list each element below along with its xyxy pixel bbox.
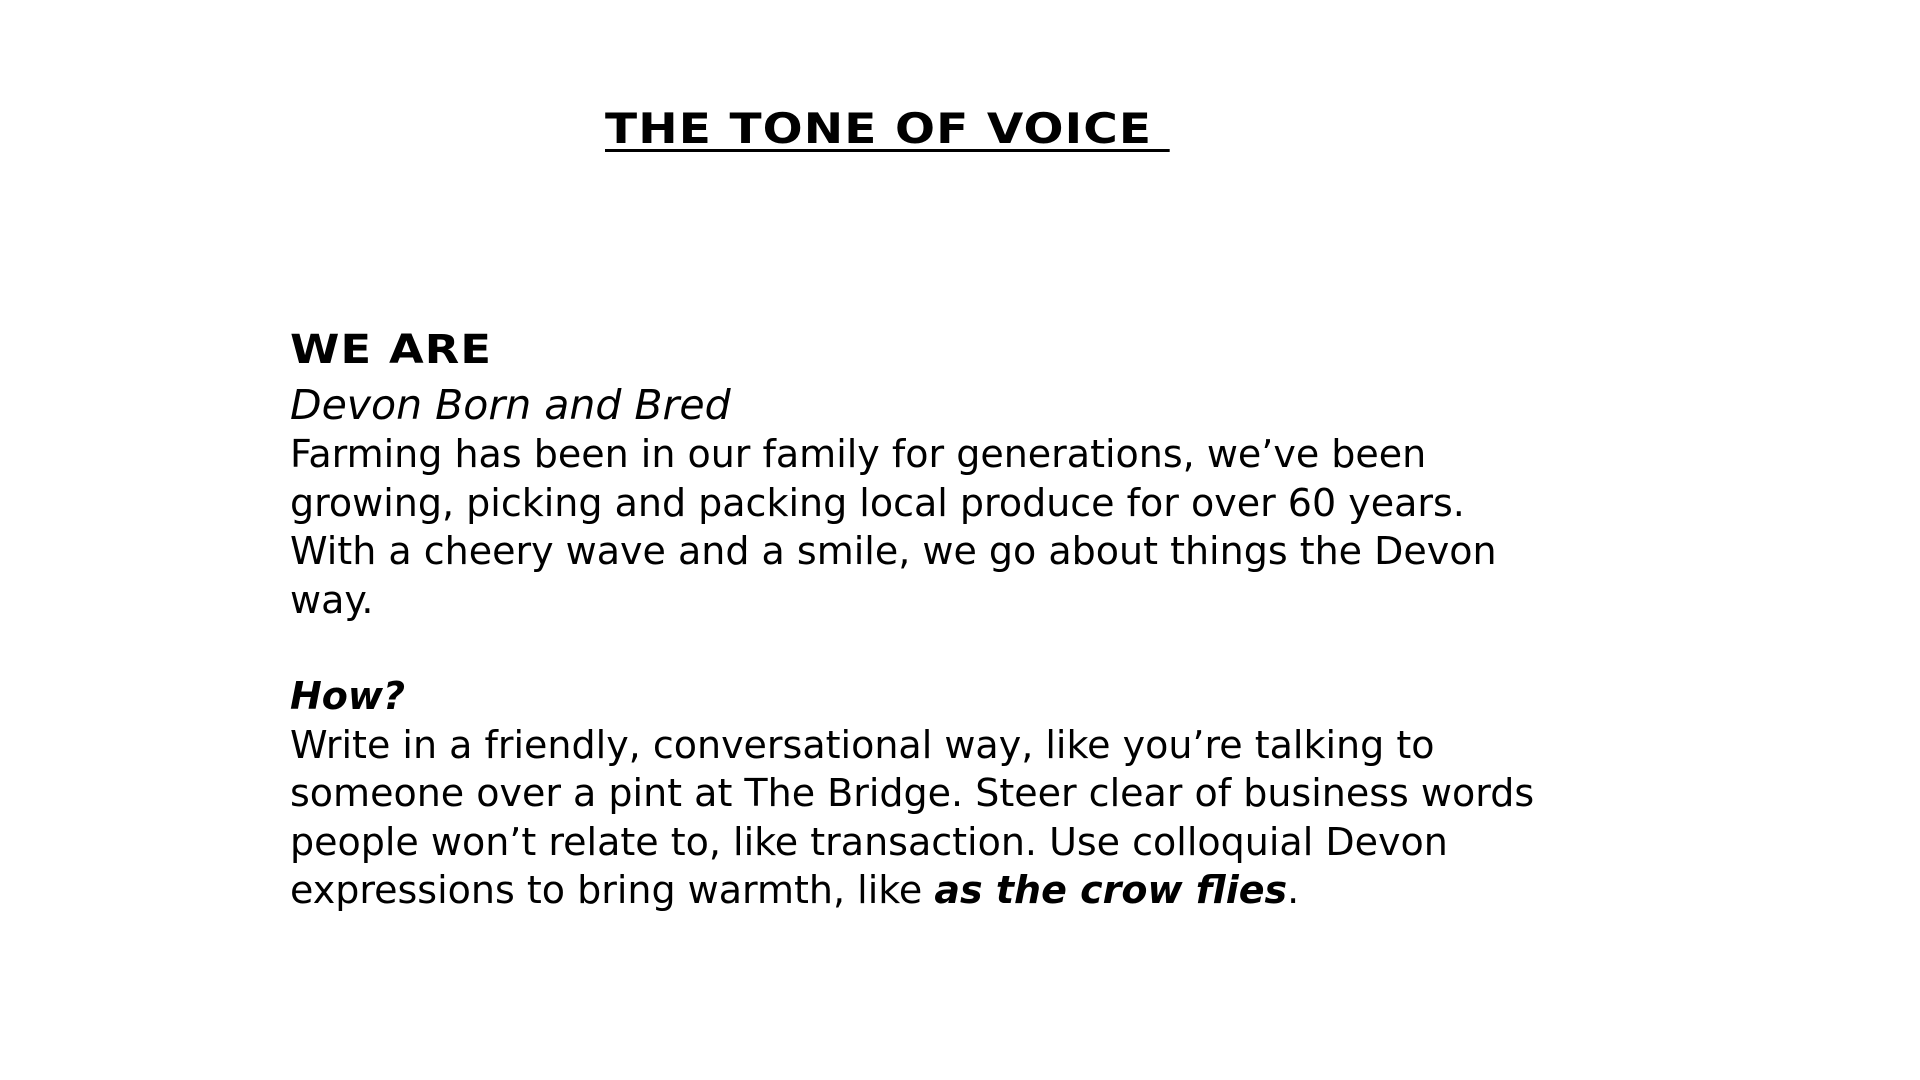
content-block xyxy=(290,326,1590,915)
how-paragraph-text: Write in a friendly, conversational way, like you’re talking to someone over a pint at The Bridge. Steer clear of business words people won’t relate to, like transaction. Use colloquial Devon expressions to bring warmth, like xyxy=(290,722,1535,912)
subheading-devon-born: Devon Born and Bred xyxy=(290,381,731,429)
section-heading-we-are: WE ARE xyxy=(290,327,493,373)
we-are-paragraph: Farming has been in our family for generations, we’ve been growing, picking and packing local produce for over 60 years. With a cheery wave and a smile, we go about things the Devon way. xyxy=(290,432,1497,622)
we-are-section xyxy=(290,326,1590,624)
emphasized-expression: as the crow flies xyxy=(934,868,1288,912)
how-label: How? xyxy=(290,674,406,718)
page-title: THE TONE OF VOICE xyxy=(605,104,1170,153)
how-section xyxy=(290,672,1590,915)
how-paragraph xyxy=(290,721,1550,915)
how-paragraph-end: . xyxy=(1287,868,1300,912)
